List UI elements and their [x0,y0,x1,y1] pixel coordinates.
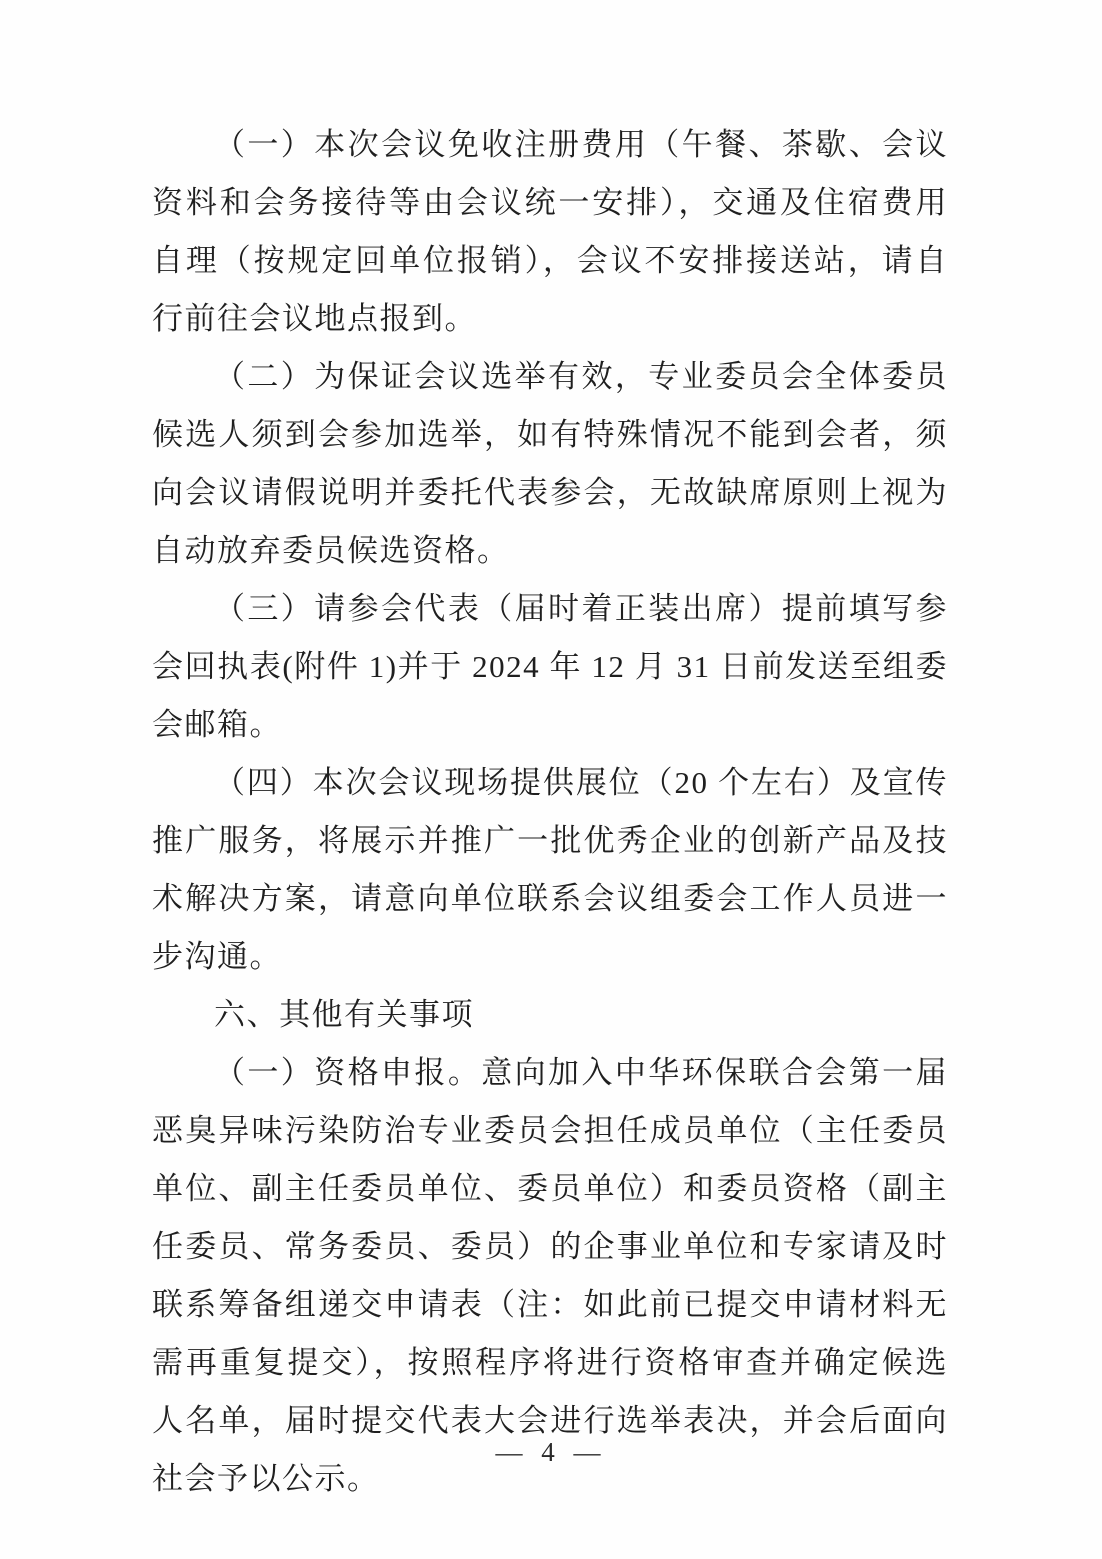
paragraph-item-5-1: （一）本次会议免收注册费用（午餐、茶歇、会议资料和会务接待等由会议统一安排），交通及住宿费用自理（按规定回单位报销），会议不安排接送站，请自行前往会议地点报到。 [152,127,948,336]
document-body [152,116,948,1508]
paragraph-item-6-1: （一）资格申报。意向加入中华环保联合会第一届恶臭异味污染防治专业委员会担任成员单位（主任委员单位、副主任委员单位、委员单位）和委员资格（副主任委员、常务委员、委员）的企事业单位和专家请及时联系筹备组递交申请表（注：如此前已提交申请材料无需再重复提交），按照程序将进行资格审查并确定候选人名单，届时提交代表大会进行选举表决，并会后面向社会予以公示。 [152,1055,948,1496]
paragraph-item-5-4: （四）本次会议现场提供展位（20 个左右）及宣传推广服务，将展示并推广一批优秀企业的创新产品及技术解决方案，请意向单位联系会议组委会工作人员进一步沟通。 [152,765,948,974]
paragraph-item-5-2: （二）为保证会议选举有效，专业委员会全体委员候选人须到会参加选举，如有特殊情况不能到会者，须向会议请假说明并委托代表参会，无故缺席原则上视为自动放弃委员候选资格。 [152,359,948,568]
page-number: — 4 — [495,1437,607,1467]
paragraph-item-5-3: （三）请参会代表（届时着正装出席）提前填写参会回执表(附件 1)并于 2024 年 12 月 31 日前发送至组委会邮箱。 [152,591,948,742]
section-heading-6: 六、其他有关事项 [214,997,474,1032]
